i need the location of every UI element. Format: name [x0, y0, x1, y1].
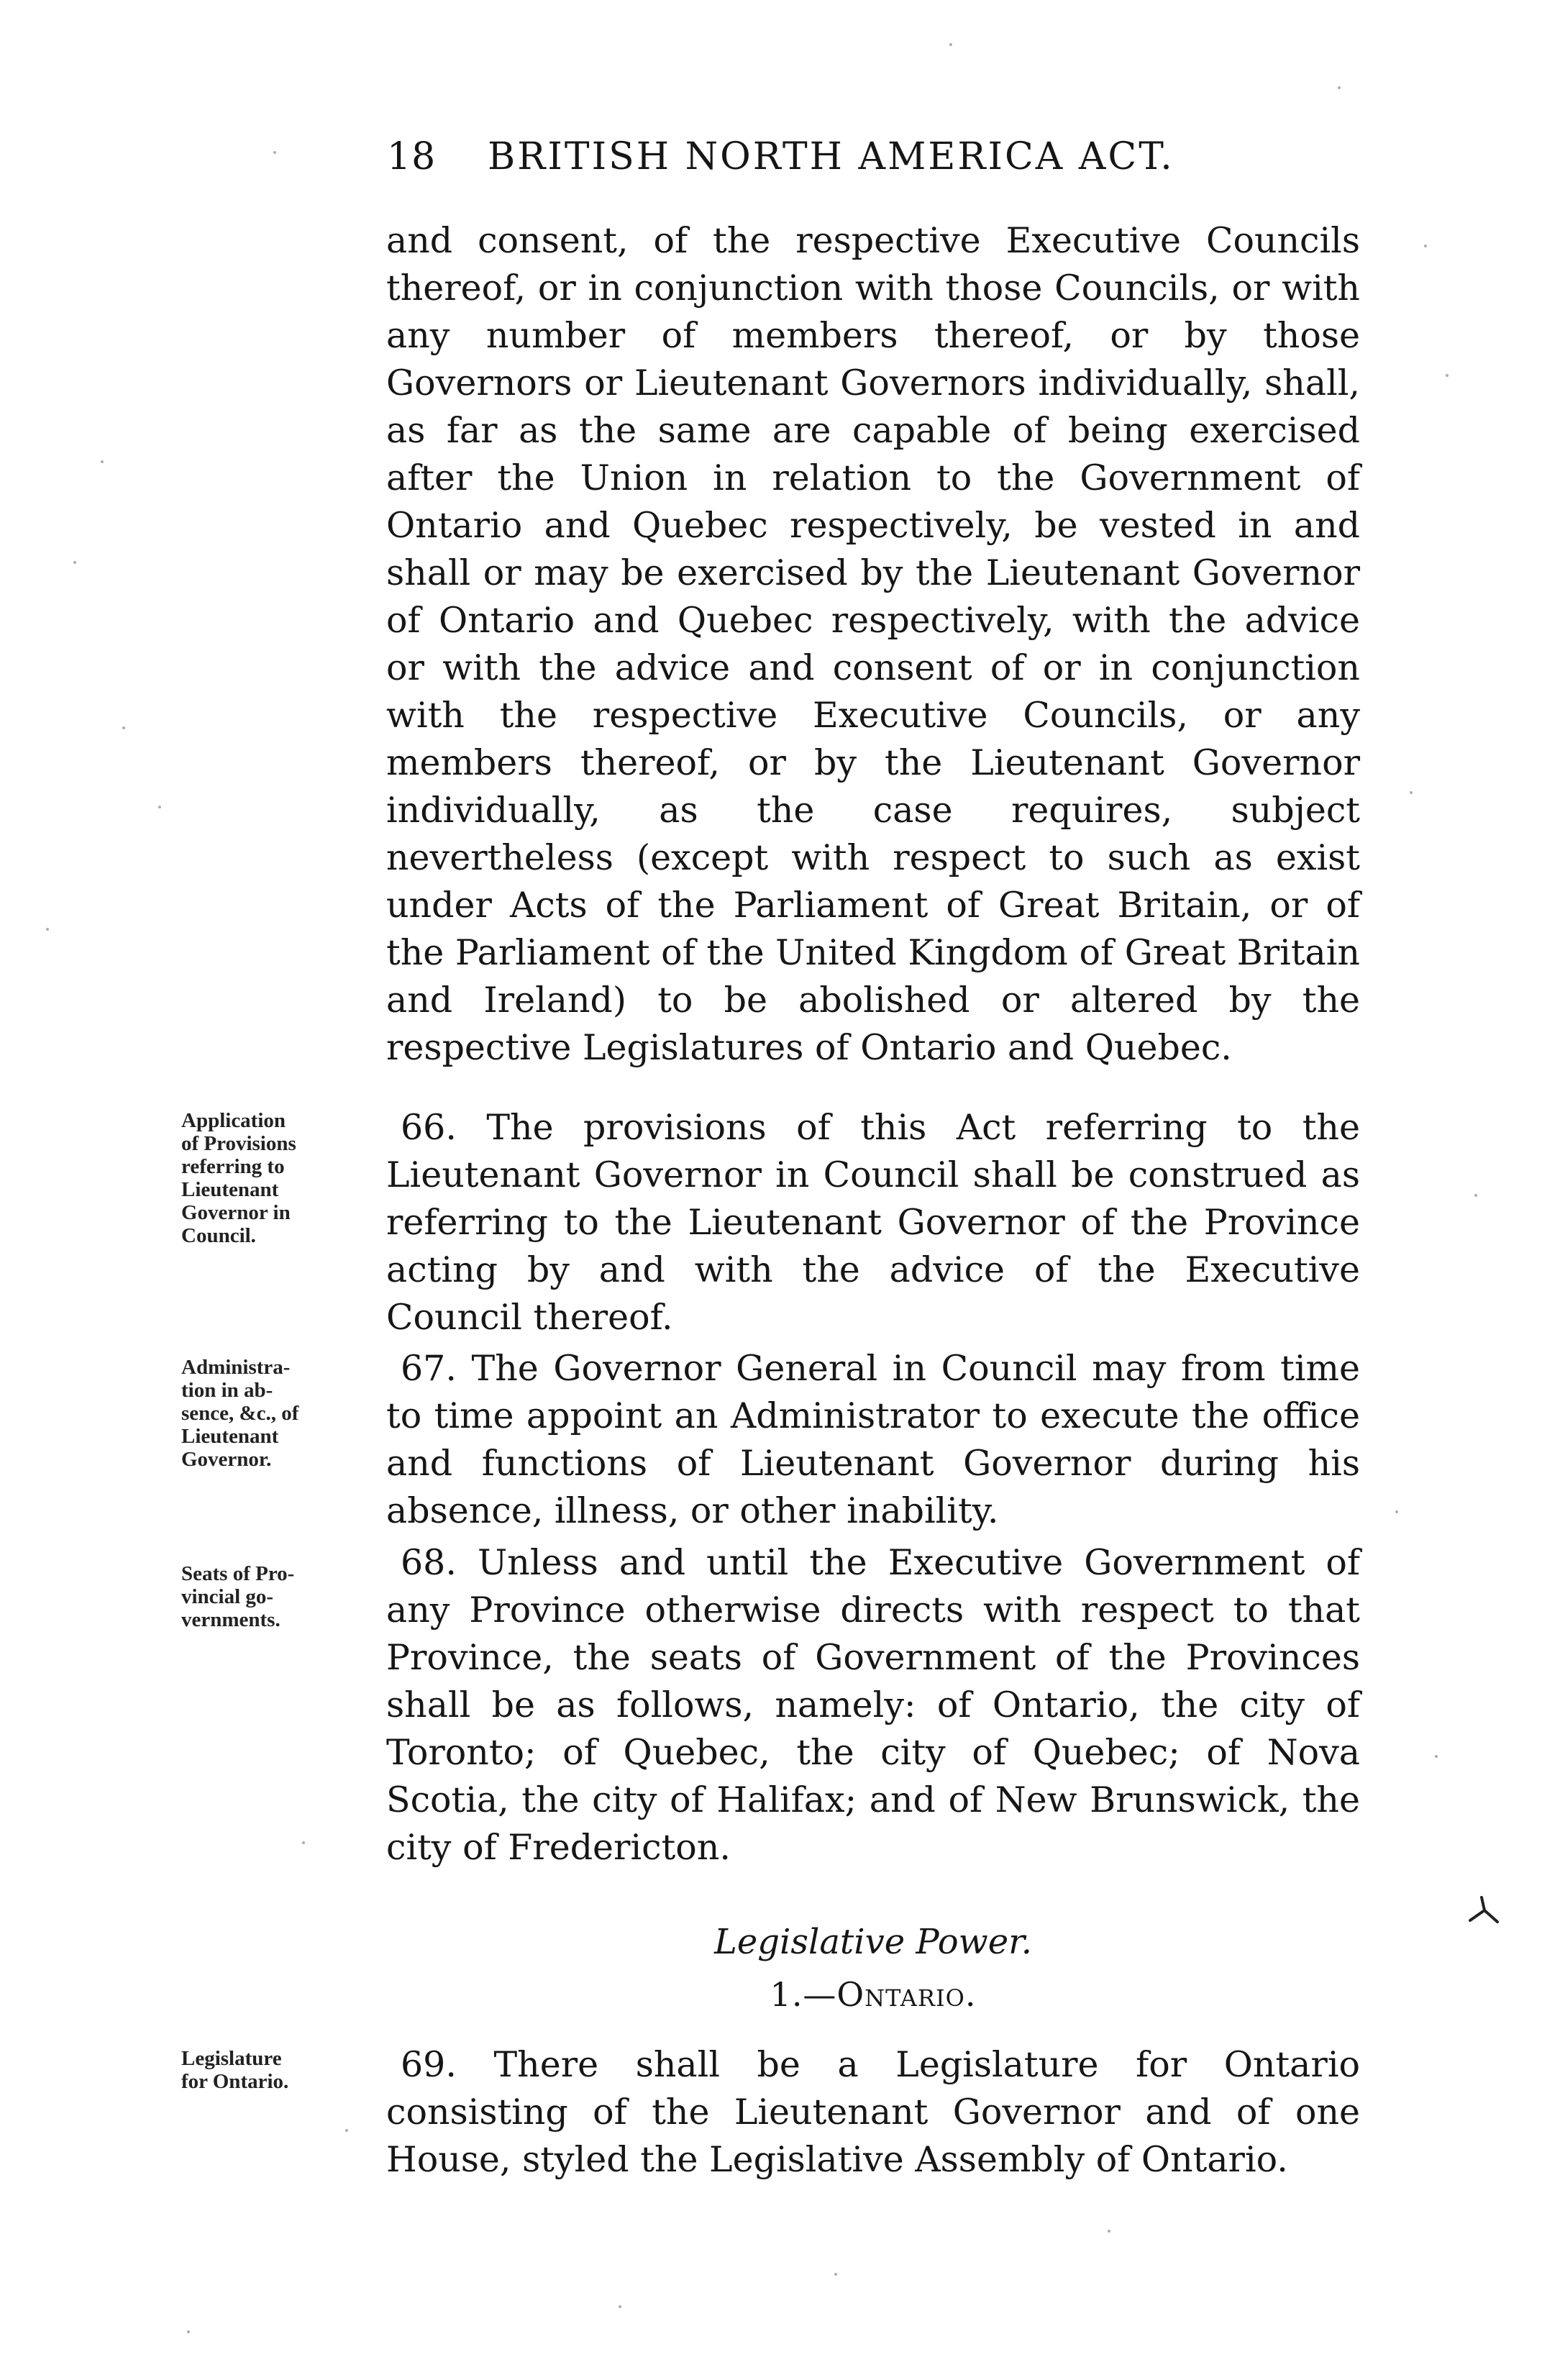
- speck: [1474, 1194, 1477, 1197]
- speck: [46, 928, 49, 931]
- section-66: [386, 1104, 1360, 1341]
- speck: [1395, 1510, 1398, 1513]
- speck: [345, 2129, 348, 2132]
- speck: [122, 726, 125, 729]
- speck: [273, 151, 276, 154]
- section-67: [386, 1345, 1360, 1535]
- section-68: [386, 1539, 1360, 1871]
- speck: [1446, 374, 1449, 377]
- speck: [187, 2330, 190, 2333]
- running-title: BRITISH NORTH AMERICA ACT.: [488, 135, 1174, 178]
- section-66-text: 66. The provisions of this Act referring to the Lieutenant Governor in Council shall be construed as referring to the Lieutenant Governor of the Province acting by and with the advice of the Executive Council thereof.: [386, 1107, 1360, 1338]
- ink-mark-icon: [1464, 1895, 1502, 1926]
- running-header: [387, 128, 1236, 186]
- section-67-text: 67. The Governor General in Council may from time to time appoint an Administrator to execute the office and functions of Lieutenant Governor during his absence, illness, or other inability.: [386, 1348, 1360, 1531]
- legislative-power-heading: Legislative Power.: [713, 1922, 1033, 1962]
- speck: [302, 1841, 305, 1844]
- page-number: 18: [387, 135, 437, 178]
- speck: [1338, 86, 1341, 89]
- speck: [1410, 791, 1413, 794]
- margin-note-section-66: Application of Provisions referring to Lieutenant Governor in Council.: [181, 1109, 296, 1247]
- margin-note-section-67: Administra- tion in ab- sence, &c., of Lieutenant Governor.: [181, 1356, 299, 1471]
- margin-note-section-69: Legislature for Ontario.: [181, 2047, 289, 2093]
- section-69-text: 69. There shall be a Legislature for Ontario consisting of the Lieutenant Governor and of one House, styled the Legislative Assembly of Ontario.: [386, 2044, 1360, 2180]
- speck: [1108, 2230, 1110, 2233]
- speck: [158, 806, 161, 808]
- section-68-text: 68. Unless and until the Executive Government of any Province otherwise directs with respect to that Province, the seats of Government of the Provinces shall be as follows, namely: of Ontario, the city of Toronto; of Quebec, the city of Quebec; of Nova Scotia, the city of Halifax; and of New Brunswick, the city of Fredericton.: [386, 1542, 1360, 1868]
- margin-note-section-68: Seats of Pro- vincial go- vernments.: [181, 1562, 295, 1631]
- continuation-text: and consent, of the respective Executive Councils thereof, or in conjunction with those Councils, or with any number of members thereof, or by those Governors or Lieutenant Governors individually, shall, as far as the same are capable of being exercised after the Union in relation to the Government of Ontario and Quebec respectively, be vested in and shall or may be exercised by the Lieutenant Governor of Ontario and Quebec respectively, with the advice or with the advice and consent of or in conjunction with the respective Executive Councils, or any members thereof, or by the Lieutenant Governor individually, as the case requires, subject nevertheless (except with respect to such as exist under Acts of the Parliament of Great Britain, or of the Parliament of the United Kingdom of Great Britain and Ireland) to be abolished or altered by the respective Legislatures of Ontario and Quebec.: [386, 220, 1360, 1068]
- continuation-paragraph: [386, 217, 1360, 1072]
- speck: [619, 2305, 621, 2308]
- speck: [949, 43, 952, 46]
- speck: [1424, 245, 1427, 247]
- speck: [73, 561, 76, 564]
- section-69: [386, 2041, 1360, 2184]
- speck: [1435, 1755, 1438, 1758]
- speck: [834, 2273, 837, 2276]
- ontario-subheading: 1.—Ontario.: [770, 1975, 977, 2014]
- speck: [101, 460, 104, 463]
